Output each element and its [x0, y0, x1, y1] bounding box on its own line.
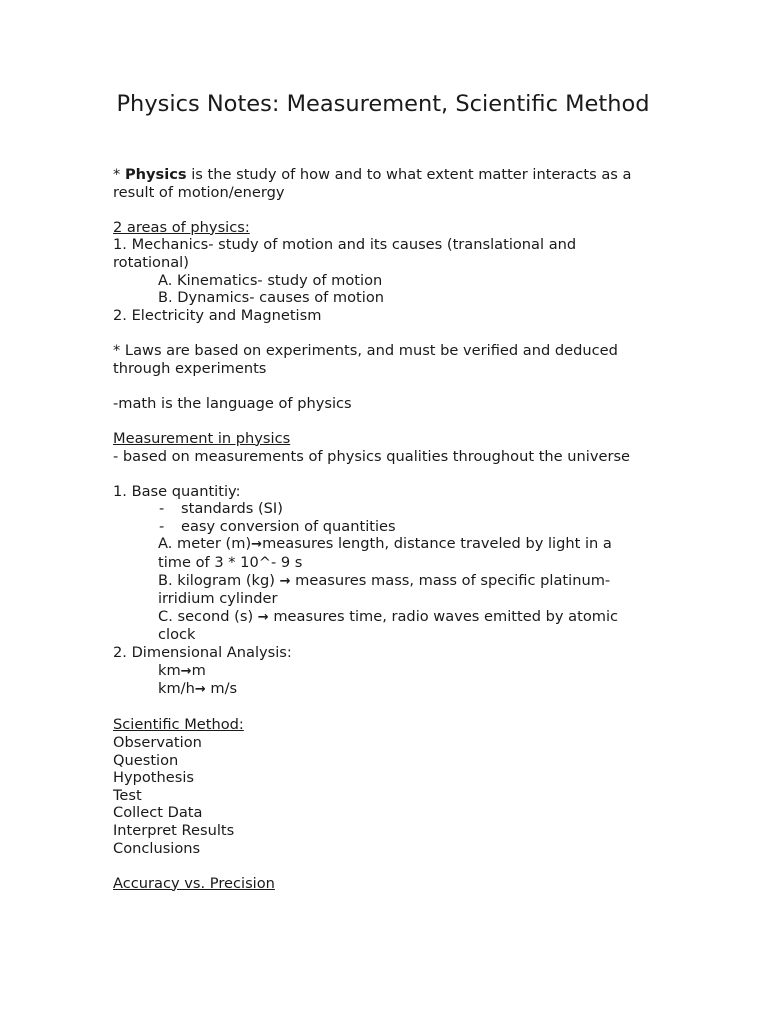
base-quantity-heading: 1. Base quantitiy:	[113, 482, 241, 500]
list-item-text: easy conversion of quantities	[181, 517, 396, 535]
second-text: measures time, radio waves emitted by atomic clock	[158, 607, 619, 644]
list-item: Observation	[113, 734, 202, 751]
conversion-to: m	[191, 661, 206, 679]
list-item: Test	[113, 786, 142, 804]
document-body	[113, 166, 658, 892]
areas-item-electricity: 2. Electricity and Magnetism	[113, 306, 322, 324]
meter-definition	[113, 535, 618, 571]
physics-term: Physics	[124, 166, 187, 183]
conversion-km-m	[113, 662, 658, 681]
second-definition	[113, 608, 638, 644]
scientific-method-heading: Scientific Method:	[113, 716, 244, 734]
list-item-text: standards (SI)	[181, 500, 283, 518]
second-label: C. second (s)	[158, 607, 258, 625]
right-arrow-icon: →	[180, 663, 192, 679]
list-item: Collect Data	[113, 804, 203, 822]
conversion-kmh-ms	[113, 680, 658, 699]
physics-definition	[113, 166, 653, 201]
areas-item-kinematics: A. Kinematics- study of motion	[158, 271, 383, 289]
bullet: *	[113, 166, 125, 183]
physics-definition-text: is the study of how and to what extent matter interacts as a result of motion/energy	[113, 166, 632, 201]
right-arrow-icon: →	[194, 682, 206, 698]
dash-bullet: -	[159, 500, 165, 518]
laws-note: * Laws are based on experiments, and must be verified and deduced through experiments	[113, 341, 618, 377]
list-item: Question	[113, 751, 179, 769]
right-arrow-icon: →	[279, 573, 291, 589]
dash-bullet: -	[159, 517, 165, 535]
right-arrow-icon: →	[251, 537, 263, 553]
accuracy-precision-heading: Accuracy vs. Precision	[113, 874, 275, 892]
kilogram-text: measures mass, mass of specific platinum-irridium cylinder	[158, 571, 611, 608]
list-item	[113, 500, 658, 518]
meter-label: A. meter (m)	[158, 535, 252, 553]
list-item: Hypothesis	[113, 769, 195, 787]
dimensional-analysis-heading: 2. Dimensional Analysis:	[113, 644, 292, 662]
measurement-desc: - based on measurements of physics qualities throughout the universe	[113, 447, 631, 465]
math-note: -math is the language of physics	[113, 394, 352, 412]
list-item	[113, 518, 658, 536]
document-title: Physics Notes: Measurement, Scientific Method	[116, 91, 650, 117]
list-item: Interpret Results	[113, 821, 235, 839]
conversion-to: m/s	[205, 680, 238, 698]
conversion-from: km	[158, 661, 181, 679]
measurement-heading: Measurement in physics	[113, 429, 291, 447]
right-arrow-icon: →	[257, 609, 269, 625]
kilogram-definition	[113, 572, 618, 608]
areas-item-mechanics: 1. Mechanics- study of motion and its causes (translational and rotational)	[113, 236, 577, 271]
list-item: Conclusions	[113, 839, 201, 857]
areas-heading: 2 areas of physics:	[113, 218, 250, 236]
areas-item-dynamics: B. Dynamics- causes of motion	[158, 289, 385, 307]
conversion-from: km/h	[158, 680, 195, 698]
meter-text: measures length, distance traveled by light in a time of 3 * 10^- 9 s	[158, 535, 612, 572]
kilogram-label: B. kilogram (kg)	[158, 571, 280, 589]
